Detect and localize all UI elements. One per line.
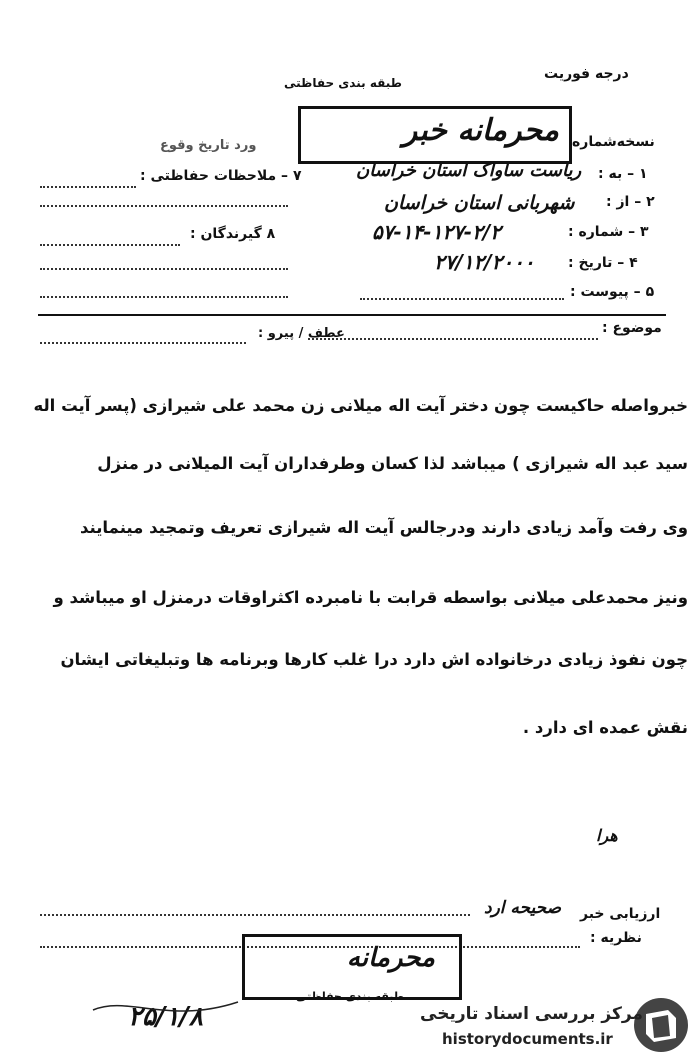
recipients-label: ۸ گیرندگان : [190, 226, 276, 242]
copy-number-label: نسخه‌شماره [572, 134, 655, 150]
stamp-bottom-caption: طبقه بندی حفاظتی [296, 990, 405, 1003]
attachment-label: ۵ – پیوست : [570, 284, 655, 300]
body-line-3: وی رفت وآمد زیادی دارند ودرجالس آیت اله شیرازی تعریف وتمجید مینمایند [79, 518, 688, 537]
to-label: ۱ – به : [598, 166, 648, 182]
subject-dotted-line [308, 338, 598, 340]
notes-label: ۷ – ملاحظات حفاظتی : [140, 168, 302, 184]
handwritten-number: ۲۵/۱/۸ [128, 1002, 203, 1032]
watermark-url[interactable]: historydocuments.ir [442, 1030, 613, 1048]
body-line-4: ونیز محمدعلی میلانی بواسطه قرابت با نامبرده اکثراوقات درمنزل او میباشد و [53, 588, 688, 607]
left-dotted-line-1 [40, 205, 288, 207]
stamp-top-text: محرمانه خبر [402, 113, 559, 148]
closing-mark: هرا [596, 826, 618, 845]
stamp-bottom-text: محرمانه [346, 943, 435, 973]
reference-label: عطف / پیرو : [258, 326, 345, 341]
body-line-6: نقش عمده ای دارد . [522, 718, 688, 737]
header-separator [38, 314, 666, 316]
classification-label: طبقه بندی حفاظتی [284, 76, 402, 90]
number-value: ۵۷-۱۴-۱۲۷-۲/۲ [372, 220, 501, 244]
opinion-label: نظریه : [590, 930, 642, 946]
evaluation-label: ارزیابی خبر [580, 906, 661, 922]
notes-dotted-line [40, 186, 136, 188]
from-label: ۲ – از : [606, 194, 655, 210]
number-label: ۳ – شماره : [568, 224, 649, 240]
left-dotted-line-2 [40, 268, 288, 270]
from-value: شهربانی استان خراسان [384, 192, 575, 214]
to-value: ریاست ساواک استان خراسان [356, 160, 582, 181]
reference-dotted-line [40, 342, 246, 344]
faint-date-label: ورد تاریخ وقوع [160, 138, 257, 153]
left-dotted-line-3 [40, 296, 288, 298]
watermark-title: مرکز بررسی اسناد تاریخی [420, 1004, 643, 1024]
date-label: ۴ – تاریخ : [568, 255, 638, 271]
evaluation-dotted-line [40, 914, 470, 916]
attachment-dotted-line [360, 298, 564, 300]
priority-label: درجه فوریت [544, 66, 629, 82]
classification-stamp-top [298, 106, 572, 164]
subject-label: موضوع : [602, 320, 662, 336]
body-line-2: سید عبد اله شیرازی ) میباشد لذا کسان وطرفداران آیت المیلانی در منزل [97, 454, 688, 473]
recipients-dotted-line [40, 244, 180, 246]
body-line-1: خبرواصله حاکیست چون دختر آیت اله میلانی زن محمد علی شیرازی (پسر آیت اله [33, 396, 688, 415]
handwriting-scribble [88, 990, 248, 1030]
date-value: ۲۷/۱۲/۲۰۰۰ [434, 250, 535, 274]
body-line-5: چون نفوذ زیادی درخانواده اش دارد درا غلب کارها وبرنامه ها وتبلیغاتی ایشان [60, 650, 688, 669]
evaluation-value: صحیحه ارد [484, 898, 562, 918]
